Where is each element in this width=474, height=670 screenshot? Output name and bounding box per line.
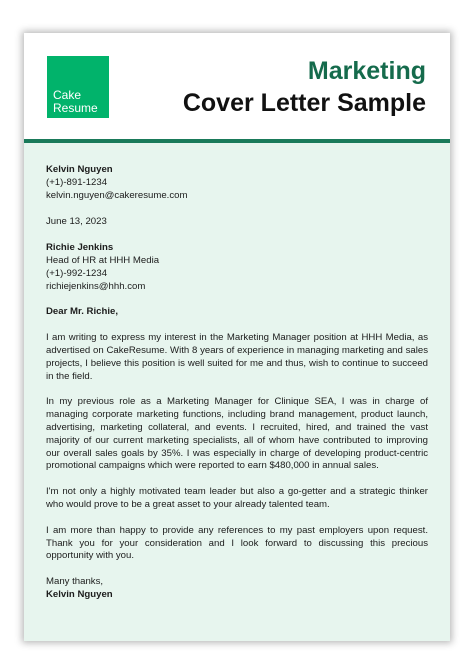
- paragraph-4: I am more than happy to provide any references to my past employers upon request. Thank you for your consideration and I look forward to discussing this precious opportunity with you.: [46, 524, 428, 562]
- cakeresume-logo: [47, 56, 109, 118]
- sender-phone: (+1)-891-1234: [46, 176, 108, 188]
- paragraph-2: In my previous role as a Marketing Manager for Clinique SEA, I was in charge of managing corporate marketing functions, including brand management, product launch, advertising, marketing collateral, and events. I recruited, hired, and trained the vast majority of our current marketing specialists, all of whom have contributed to improving our overall sales goals by 35%. I was especially in charge of developing product-centric promotional campaigns which were reported to earn $480,000 in annual sales.: [46, 396, 428, 472]
- letter-body: [46, 164, 428, 602]
- recipient-email: richiejenkins@hhh.com: [46, 280, 146, 292]
- salutation: Dear Mr. Richie,: [46, 306, 118, 318]
- title-marketing: Marketing: [307, 57, 426, 85]
- letter-header: [24, 33, 450, 139]
- logo-text-cake: Cake: [53, 88, 82, 102]
- letter-date: June 13, 2023: [46, 216, 107, 228]
- recipient-name: Richie Jenkins: [46, 242, 114, 254]
- recipient-phone: (+1)-992-1234: [46, 267, 108, 279]
- paragraph-1: I am writing to express my interest in the Marketing Manager position at HHH Media, as advertised on CakeResume. With 8 years of experience in managing marketing and sales projects, I believe this position is well suited for me and thus, wish to continue to succeed in the field.: [46, 332, 428, 382]
- recipient-title: Head of HR at HHH Media: [46, 254, 160, 266]
- sender-email: kelvin.nguyen@cakeresume.com: [46, 189, 188, 201]
- header-divider: [24, 139, 450, 143]
- closing: Many thanks,: [46, 576, 104, 588]
- sender-name: Kelvin Nguyen: [46, 164, 113, 175]
- title-cover-letter-sample: Cover Letter Sample: [182, 89, 426, 117]
- letter-page: [24, 33, 450, 641]
- paragraph-3: I'm not only a highly motivated team leader but also a go-getter and a strategic thinker who would prove to be a great asset to your already talented team.: [46, 486, 428, 510]
- signature: Kelvin Nguyen: [46, 588, 113, 600]
- logo-text-resume: Resume: [53, 101, 98, 115]
